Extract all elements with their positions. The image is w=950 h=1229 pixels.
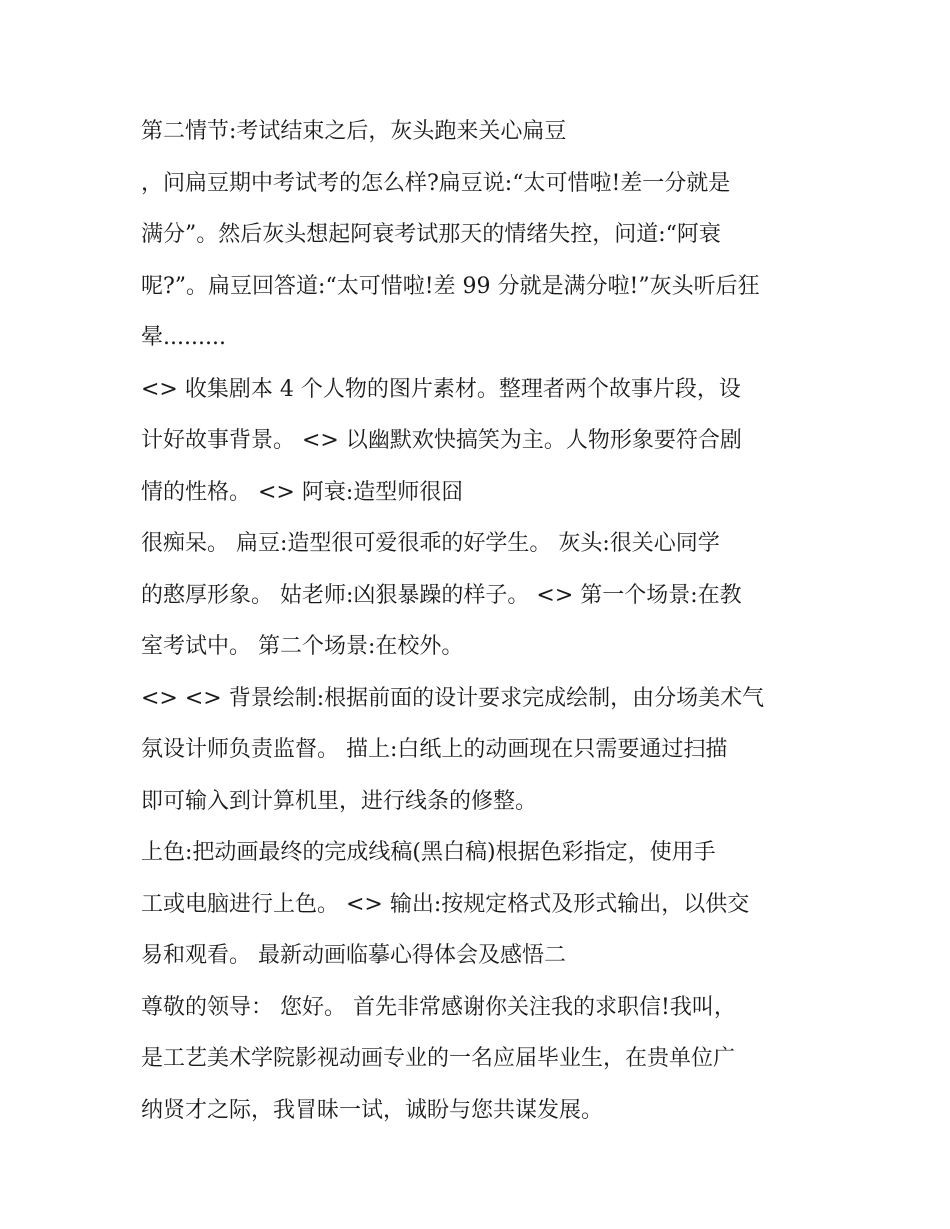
text-line: 呢?”。扁豆回答道:“太可惜啦!差 99 分就是满分啦!”灰头听后狂 [141,273,760,299]
text-line: 是工艺美术学院影视动画专业的一名应届毕业生，在贵单位广 [141,1046,736,1071]
text-line: 满分”。然后灰头想起阿衰考试那天的情绪失控，问道:“阿衰 [141,222,721,247]
text-line: 氛设计师负责监督。 描上:白纸上的动画现在只需要通过扫描 [141,737,728,762]
text-line: 晕......... [141,325,226,350]
text-line: 即可输入到计算机里，进行线条的修整。 [141,788,538,814]
document-body [141,106,821,1136]
text-line: 计好故事背景。 <> 以幽默欢快搞笑为主。人物形象要符合剧 [141,428,742,453]
text-line: 尊敬的领导： 您好。 首先非常感谢你关注我的求职信!我叫， [141,994,736,1020]
text-line: ，问扁豆期中考试考的怎么样?扁豆说:“太可惜啦!差一分就是 [141,170,731,196]
text-line: 室考试中。 第二个场景:在校外。 [141,634,464,659]
text-line: 很痴呆。 扁豆:造型很可爱很乖的好学生。 灰头:很关心同学 [141,531,720,556]
text-line: 易和观看。 最新动画临摹心得体会及感悟二 [141,943,566,968]
text-line: <> <> 背景绘制:根据前面的设计要求完成绘制，由分场美术气 [141,685,765,711]
text-line: 第二情节:考试结束之后，灰头跑来关心扁豆 [141,119,567,144]
text-line: 的憨厚形象。 姑老师:凶狠暴躁的样子。 <> 第一个场景:在教 [141,582,742,608]
text-line: 情的性格。 <> 阿衰:造型师很囧 [141,479,464,505]
text-line: 工或电脑进行上色。 <> 输出:按规定格式及形式输出，以供交 [141,891,750,917]
text-line: 上色:把动画最终的完成线稿(黑白稿)根据色彩指定，使用手 [141,840,716,865]
text-line: <> 收集剧本 4 个人物的图片素材。整理者两个故事片段，设 [141,376,741,402]
text-line: 纳贤才之际，我冒昧一试，诚盼与您共谋发展。 [141,1097,604,1123]
